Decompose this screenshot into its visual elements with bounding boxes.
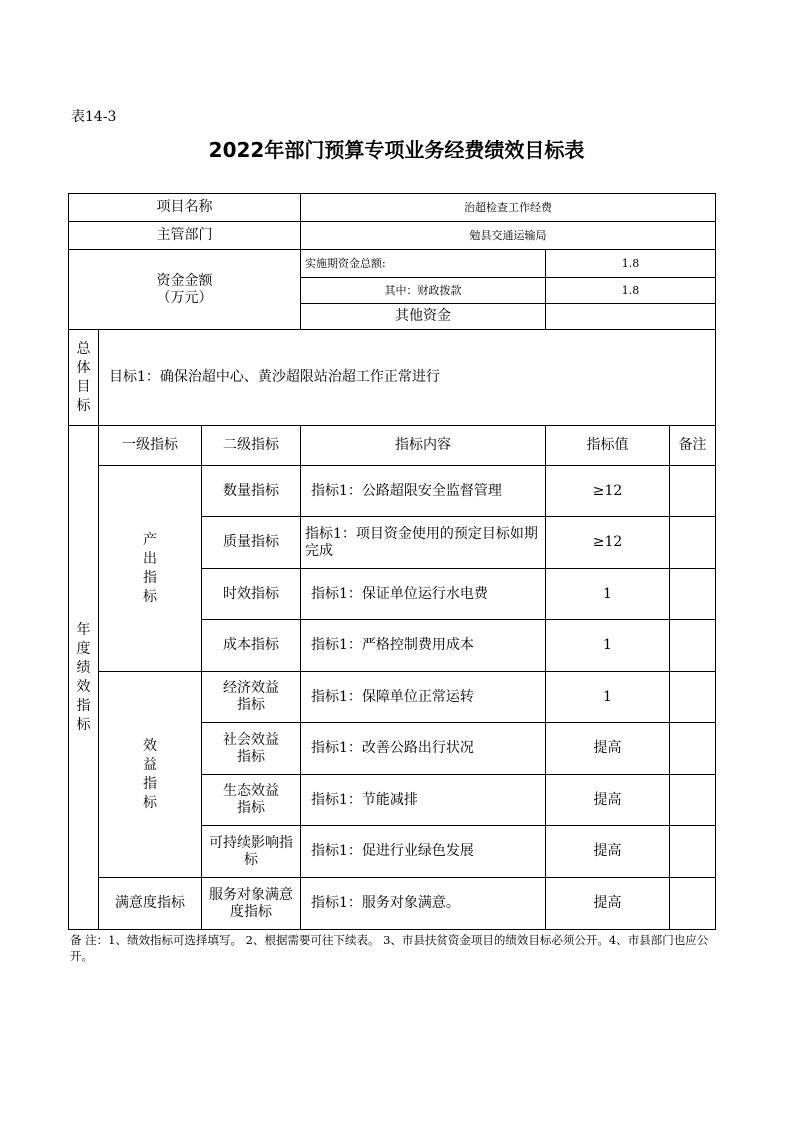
row-content: 指标1：节能减排	[301, 775, 546, 826]
header-level1: 一级指标	[99, 426, 202, 466]
row-level2: 生态效益指标	[202, 775, 301, 826]
project-name-value: 治超检查工作经费	[301, 194, 716, 222]
row-value: 1	[546, 569, 670, 620]
row-value: ≥12	[546, 517, 670, 569]
row-note	[670, 878, 716, 930]
row-content: 指标1：服务对象满意。	[301, 878, 546, 930]
table-row	[69, 672, 716, 723]
footnote: 备 注：1、绩效指标可选择填写。 2、根据需要可往下续表。 3、市县扶贫资金项目的绩效目标必须公开。4、市县部门也应公开。	[70, 933, 709, 963]
annual-indicator-label-text: 年度绩效指标	[76, 621, 91, 733]
funds-total-label: 实施期资金总额:	[301, 250, 546, 278]
row-value: 提高	[546, 775, 670, 826]
table-row	[69, 466, 716, 517]
department-value: 勉县交通运输局	[301, 222, 716, 250]
row-level2: 成本指标	[202, 620, 301, 672]
row-value: 提高	[546, 878, 670, 930]
table-number: 表14-3	[71, 109, 117, 125]
row-content: 指标1：保障单位正常运转	[301, 672, 546, 723]
row-note	[670, 466, 716, 517]
row-level2: 时效指标	[202, 569, 301, 620]
row-value: 提高	[546, 723, 670, 775]
row-value: 1	[546, 672, 670, 723]
row-level2: 可持续影响指标	[202, 826, 301, 878]
page-title: 2022年部门预算专项业务经费绩效目标表	[208, 138, 585, 162]
row-content: 指标1：公路超限安全监督管理	[301, 466, 546, 517]
row-level2: 经济效益指标	[202, 672, 301, 723]
group-satisfaction: 满意度指标	[99, 878, 202, 930]
row-content: 指标1：严格控制费用成本	[301, 620, 546, 672]
funds-label-line1: 资金金额	[156, 272, 213, 289]
annual-indicator-label	[69, 426, 99, 930]
overall-target-label-text: 总体目标	[76, 340, 91, 414]
header-value: 指标值	[546, 426, 670, 466]
table-row	[69, 878, 716, 930]
header-content: 指标内容	[301, 426, 546, 466]
funds-fiscal-value: 1.8	[546, 278, 716, 304]
project-name-label: 项目名称	[69, 194, 301, 222]
funds-other-value	[546, 304, 716, 330]
overall-target-text: 目标1：确保治超中心、黄沙超限站治超工作正常进行	[99, 330, 716, 426]
row-level2: 数量指标	[202, 466, 301, 517]
row-note	[670, 672, 716, 723]
row-level2: 服务对象满意度指标	[202, 878, 301, 930]
row-note	[670, 517, 716, 569]
performance-table	[68, 193, 716, 930]
row-level2: 社会效益指标	[202, 723, 301, 775]
group-output-text: 产出指标	[143, 531, 157, 605]
group-benefit	[99, 672, 202, 878]
row-value: 1	[546, 620, 670, 672]
header-note: 备注	[670, 426, 716, 466]
funds-other-label: 其他资金	[301, 304, 546, 330]
row-content: 指标1：促进行业绿色发展	[301, 826, 546, 878]
row-note	[670, 826, 716, 878]
row-value: 提高	[546, 826, 670, 878]
row-note	[670, 620, 716, 672]
row-note	[670, 569, 716, 620]
group-benefit-text: 效益指标	[143, 737, 157, 811]
funds-label	[69, 250, 301, 330]
row-content: 指标1：项目资金使用的预定目标如期完成	[301, 517, 546, 569]
row-note	[670, 723, 716, 775]
row-content: 指标1：保证单位运行水电费	[301, 569, 546, 620]
funds-fiscal-label: 其中：财政拨款	[301, 278, 546, 304]
row-content: 指标1：改善公路出行状况	[301, 723, 546, 775]
row-note	[670, 775, 716, 826]
row-value: ≥12	[546, 466, 670, 517]
funds-total-value: 1.8	[546, 250, 716, 278]
funds-label-line2: （万元）	[156, 289, 213, 306]
overall-target-label	[69, 330, 99, 426]
group-output	[99, 466, 202, 672]
department-label: 主管部门	[69, 222, 301, 250]
row-level2: 质量指标	[202, 517, 301, 569]
header-level2: 二级指标	[202, 426, 301, 466]
